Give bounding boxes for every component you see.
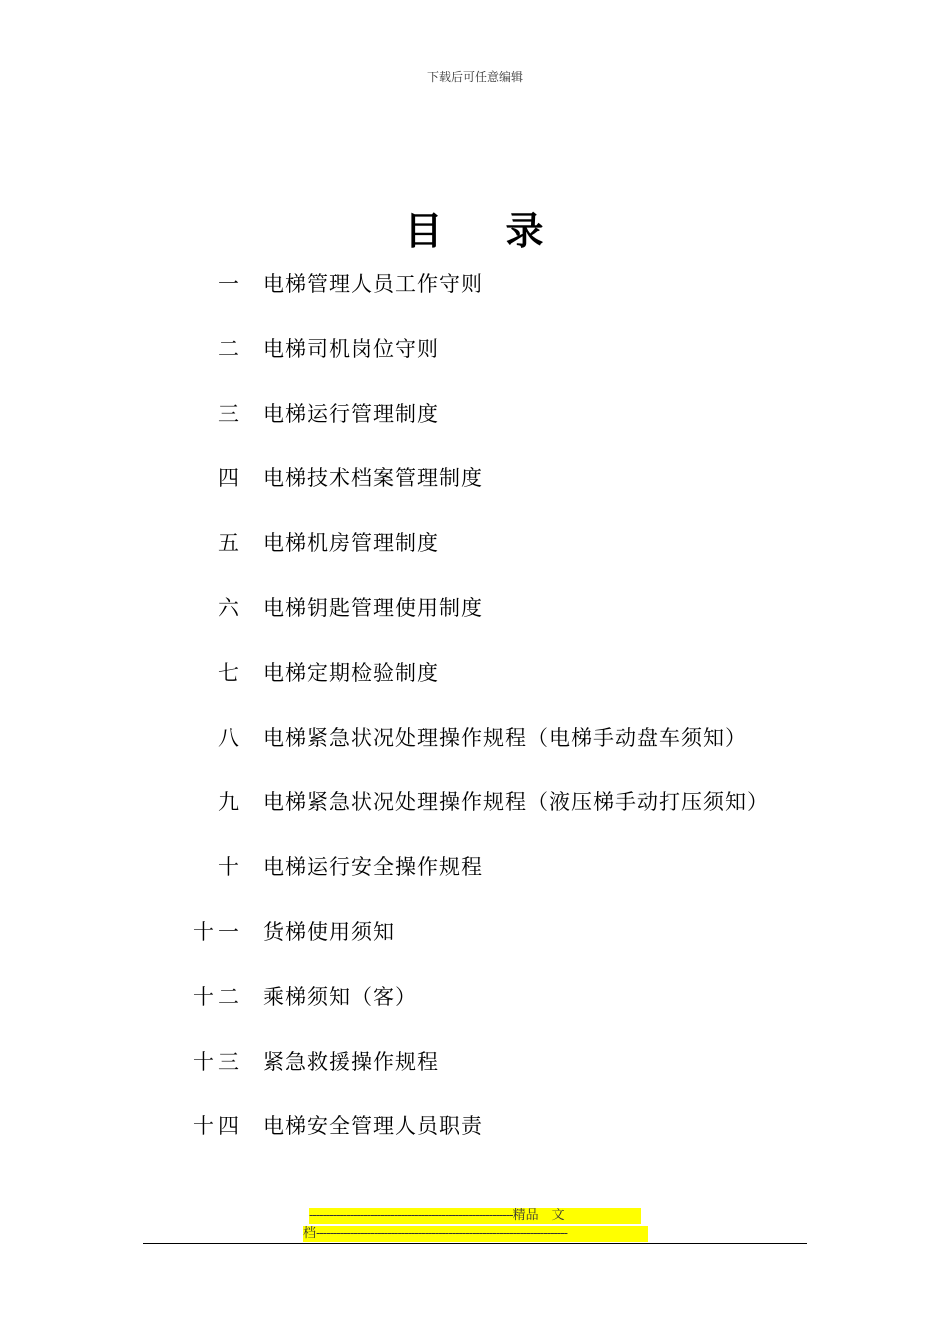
toc-item-number: 三 (218, 401, 243, 426)
footer-dashes: -------------------------------------------------------------------------- (316, 1226, 568, 1241)
toc-item-number: 十 (218, 855, 243, 880)
toc-item-title: 电梯紧急状况处理操作规程（液压梯手动打压须知） (263, 790, 769, 815)
toc-item-number: 十三 (193, 1049, 243, 1074)
toc-item-title: 电梯运行管理制度 (263, 401, 439, 426)
toc-item (0, 586, 950, 651)
toc-item (0, 327, 950, 392)
toc-item-title: 电梯紧急状况处理操作规程（电梯手动盘车须知） (263, 725, 747, 750)
toc-item-number: 九 (218, 790, 243, 815)
toc-item (0, 1104, 950, 1169)
footer-dashes: ------------------------------------------------------------ (309, 1208, 513, 1223)
toc-item (0, 1040, 950, 1105)
toc-item-title: 电梯技术档案管理制度 (263, 466, 483, 491)
toc-item (0, 521, 950, 586)
toc-item (0, 845, 950, 910)
toc-item-title: 紧急救援操作规程 (263, 1049, 439, 1074)
toc-item-title: 电梯钥匙管理使用制度 (263, 595, 483, 620)
toc-item-number: 十二 (193, 984, 243, 1009)
toc-item (0, 910, 950, 975)
toc-item-title: 电梯运行安全操作规程 (263, 855, 483, 880)
toc-item-title: 货梯使用须知 (263, 919, 395, 944)
toc-item (0, 716, 950, 781)
footer-divider (143, 1243, 807, 1244)
toc-item-number: 六 (218, 595, 243, 620)
toc-item-number: 十四 (193, 1114, 243, 1139)
toc-item (0, 456, 950, 521)
toc-item-number: 十一 (193, 919, 243, 944)
toc-item-title: 电梯定期检验制度 (263, 660, 439, 685)
toc-item (0, 780, 950, 845)
toc-item (0, 392, 950, 457)
toc-item-number: 一 (218, 272, 243, 296)
toc-item-number: 七 (218, 660, 243, 685)
toc-item-number: 五 (218, 531, 243, 556)
toc-item (0, 975, 950, 1040)
toc-item-title: 电梯机房管理制度 (263, 531, 439, 556)
footer-watermark-line-2 (303, 1226, 648, 1242)
page-title: 目 录 (404, 209, 546, 253)
page-header-note: 下载后可任意编辑 (426, 70, 523, 84)
toc-item-title: 电梯司机岗位守则 (263, 336, 439, 361)
footer-watermark-line-1 (309, 1208, 641, 1224)
footer-label: 档 (303, 1226, 317, 1241)
toc-item (0, 262, 950, 327)
toc-item (0, 651, 950, 716)
table-of-contents (0, 262, 950, 1169)
toc-item-number: 二 (218, 336, 243, 361)
toc-item-title: 电梯管理人员工作守则 (263, 272, 483, 296)
toc-item-title: 电梯安全管理人员职责 (263, 1114, 483, 1139)
toc-item-number: 八 (218, 725, 243, 750)
toc-item-title: 乘梯须知（客） (263, 984, 417, 1009)
toc-item-number: 四 (218, 466, 243, 491)
footer-label: 精品 文 (512, 1208, 565, 1223)
